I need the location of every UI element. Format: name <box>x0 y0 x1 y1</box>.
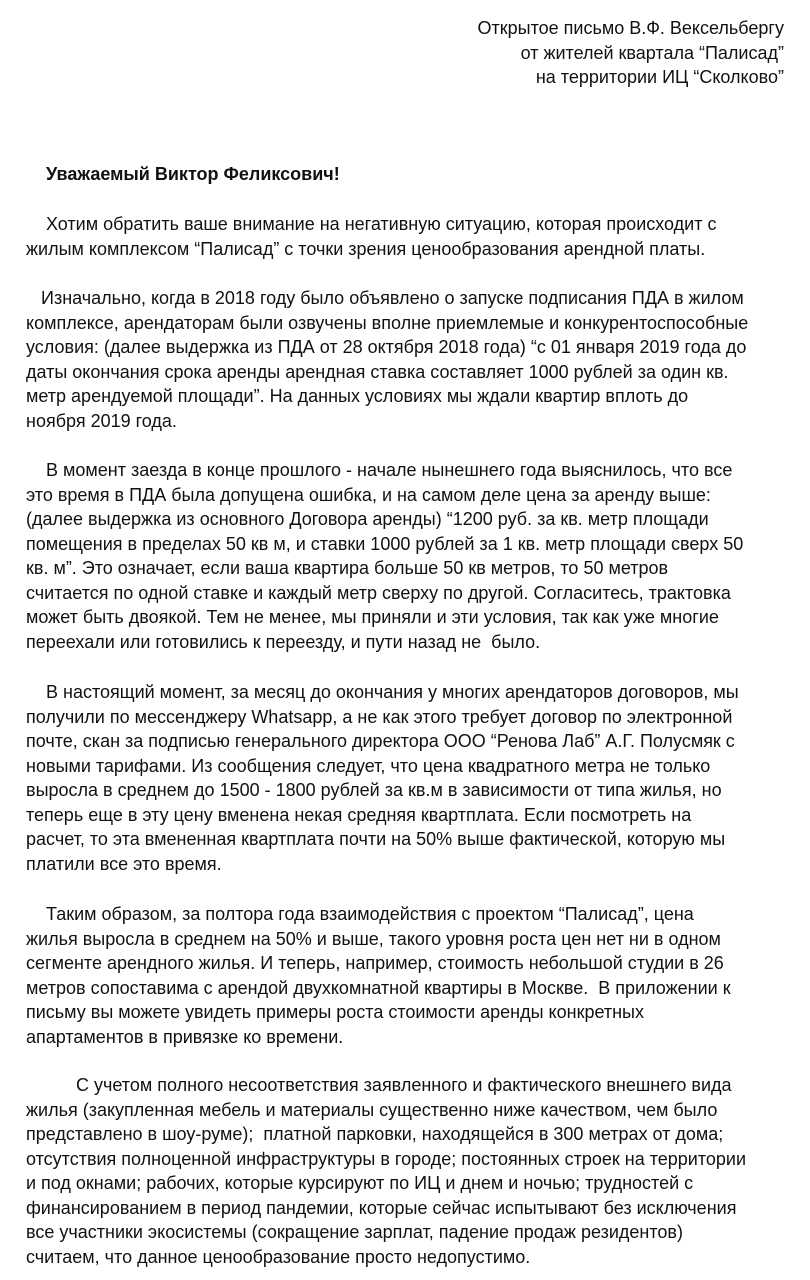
paragraph-line: это время в ПДА была допущена ошибка, и на самом деле цена за аренду выше: <box>26 484 711 505</box>
paragraph-line: жилья (закупленная мебель и материалы существенно ниже качеством, чем было <box>26 1099 718 1120</box>
paragraph <box>26 458 788 654</box>
paragraph-line: комплексе, арендаторам были озвучены вполне приемлемые и конкурентоспособные <box>26 312 749 333</box>
paragraph-line: все участники экосистемы (сокращение зарплат, падение продаж резидентов) <box>26 1222 683 1242</box>
paragraph-line: Хотим обратить ваше внимание на негативную ситуацию, которая происходит с <box>26 214 717 234</box>
paragraph <box>26 212 788 261</box>
paragraph-line: теперь еще в эту цену вменена некая средняя квартплата. Если посмотреть на <box>26 804 692 825</box>
paragraph-line: письму вы можете увидеть примеры роста стоимости аренды конкретных <box>26 1002 644 1022</box>
paragraph-line: Изначально, когда в 2018 году было объявлено о запуске подписания ПДА в жилом <box>26 288 744 308</box>
paragraph-line: новыми тарифами. Из сообщения следует, что цена квадратного метра не только <box>26 755 711 776</box>
paragraph-line: почте, скан за подписью генерального директора ООО “Ренова Лаб” А.Г. Полусмяк с <box>26 731 735 751</box>
paragraph-line: может быть двоякой. Тем не менее, мы приняли и эти условия, так как уже многие <box>26 607 719 627</box>
paragraph-line: условия: (далее выдержка из ПДА от 28 октября 2018 года) “с 01 января 2019 года до <box>26 337 747 357</box>
paragraph-line: помещения в пределах 50 кв м, и ставки 1000 рублей за 1 кв. метр площади сверх 50 <box>26 533 744 554</box>
paragraph-line: кв. м”. Это означает, если ваша квартира больше 50 кв метров, то 50 метров <box>26 558 669 578</box>
paragraph-line: получили по мессенджеру Whatsapp, а не как этого требует договор по электронной <box>26 706 733 727</box>
paragraph-line: даты окончания срока аренды арендная ставка составляет 1000 рублей за один кв. <box>26 361 729 382</box>
header-line: от жителей квартала “Палисад” <box>520 42 784 63</box>
paragraph-line: выросла в среднем до 1500 - 1800 рублей за кв.м в зависимости от типа жилья, но <box>26 780 722 800</box>
paragraph-line: ноября 2019 года. <box>26 410 177 431</box>
paragraph-line: В момент заезда в конце прошлого - начале нынешнего года выяснилось, что все <box>26 460 733 480</box>
paragraph-line: жилья выросла в среднем на 50% и выше, такого уровня роста цен нет ни в одном <box>26 928 721 949</box>
paragraph-line: финансированием в период пандемии, которые сейчас испытывают без исключения <box>26 1197 737 1218</box>
paragraph-line: метров сопоставима с арендой двухкомнатной квартиры в Москве. В приложении к <box>26 977 731 998</box>
paragraph-line: сегменте арендного жилья. И теперь, например, стоимость небольшой студии в 26 <box>26 953 724 973</box>
paragraph-line: переехали или готовились к переезду, и пути назад не было. <box>26 631 541 652</box>
letter-header <box>478 16 784 90</box>
paragraph-line: В настоящий момент, за месяц до окончания у многих арендаторов договоров, мы <box>26 682 739 702</box>
paragraph-line: платили все это время. <box>26 853 222 874</box>
paragraph <box>26 680 788 876</box>
paragraph-line: расчет, то эта вмененная квартплата почти на 50% выше фактической, которую мы <box>26 829 726 849</box>
paragraph <box>26 286 788 433</box>
header-line: Открытое письмо В.Ф. Вексельбергу <box>477 18 784 38</box>
paragraph-line: метр арендуемой площади”. На данных условиях мы ждали квартир вплоть до <box>26 386 689 406</box>
paragraph-line: С учетом полного несоответствия заявленного и фактического внешнего вида <box>26 1075 732 1095</box>
paragraph-line: считается по одной ставке и каждый метр сверху по другой. Согласитесь, трактовка <box>26 582 731 603</box>
paragraph-line: и под окнами; рабочих, которые курсируют по ИЦ и днем и ночью; трудностей с <box>26 1173 694 1193</box>
paragraph-line: жилым комплексом “Палисад” с точки зрения ценообразования арендной платы. <box>26 238 706 259</box>
paragraph-line: отсутствия полноценной инфраструктуры в городе; постоянных строек на территории <box>26 1148 747 1169</box>
paragraph-line: представлено в шоу-руме); платной парковки, находящейся в 300 метрах от дома; <box>26 1124 724 1144</box>
paragraph-line: Таким образом, за полтора года взаимодействия с проектом “Палисад”, цена <box>26 904 694 924</box>
paragraph-line: (далее выдержка из основного Договора аренды) “1200 руб. за кв. метр площади <box>26 509 709 529</box>
greeting: Уважаемый Виктор Феликсович! <box>46 164 340 184</box>
paragraph-line: считаем, что данное ценообразование просто недопустимо. <box>26 1246 531 1267</box>
paragraph <box>26 902 788 1049</box>
header-line: на территории ИЦ “Сколково” <box>535 67 784 87</box>
paragraph-line: апартаментов в привязке ко времени. <box>26 1026 344 1047</box>
paragraph <box>26 1073 788 1269</box>
